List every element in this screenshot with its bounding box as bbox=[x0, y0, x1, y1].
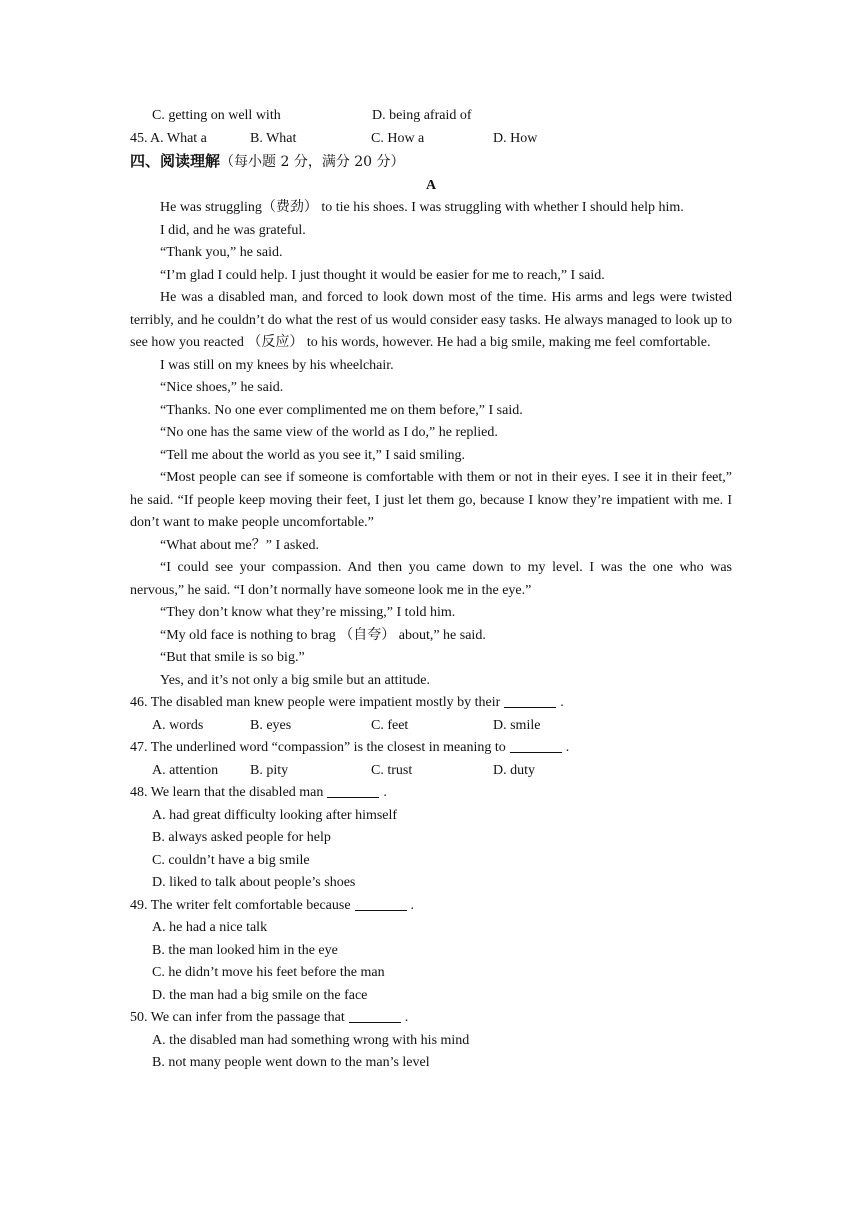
question-50 bbox=[130, 1007, 732, 1030]
passage-paragraph: I did, and he was grateful. bbox=[160, 222, 306, 238]
passage-paragraph: Yes, and it’s not only a big smile but an attitude. bbox=[160, 672, 431, 688]
q50-options bbox=[130, 1030, 732, 1075]
question-stem: 49. The writer felt comfortable because bbox=[130, 897, 351, 913]
passage-paragraph: “They don’t know what they’re missing,” I told him. bbox=[160, 605, 456, 620]
section-heading bbox=[130, 150, 732, 175]
option-b: B. pity bbox=[250, 762, 289, 778]
answer-blank bbox=[349, 1008, 401, 1023]
passage-paragraph: “Thank you,” he said. bbox=[160, 245, 283, 260]
q44-option-d: D. being afraid of bbox=[372, 108, 472, 123]
q45-option-b: B. What bbox=[250, 130, 297, 146]
question-stem: 48. We learn that the disabled man bbox=[130, 785, 324, 800]
option-a: A. words bbox=[152, 717, 204, 733]
option-d: D. smile bbox=[493, 717, 541, 733]
option-c: C. feet bbox=[371, 717, 409, 733]
question-stem: 50. We can infer from the passage that bbox=[130, 1010, 345, 1025]
passage-label: A bbox=[425, 177, 437, 193]
question-49 bbox=[130, 895, 732, 918]
question-stem: 47. The underlined word “compassion” is the closest in meaning to bbox=[130, 740, 506, 755]
passage-paragraph: “I could see your compassion. And then you came down to my level. I was the one who was nervous,” he said. “I don’t normally have someone look me in the eye.” bbox=[130, 560, 732, 598]
question-stem: 46. The disabled man knew people were impatient mostly by their bbox=[130, 695, 501, 710]
exam-page bbox=[130, 105, 732, 1075]
passage-paragraph: “My old face is nothing to brag （自夸） about,” he said. bbox=[160, 627, 486, 643]
passage-paragraph: “Tell me about the world as you see it,” I said smiling. bbox=[160, 447, 466, 463]
question-stem-end: . bbox=[383, 785, 387, 800]
answer-blank bbox=[504, 693, 556, 708]
passage-paragraph: “Most people can see if someone is comfortable with them or not in their eyes. I see it in their feet,” he said. “If people keep moving their feet, I just let them go, because I know they’re impatient with me. I don’t want to make people uncomfortable.” bbox=[130, 470, 732, 530]
passage-paragraph: “What about me？” I asked. bbox=[160, 537, 319, 553]
option-b: B. always asked people for help bbox=[152, 830, 331, 845]
option-c: C. couldn’t have a big smile bbox=[152, 852, 310, 868]
option-a: A. the disabled man had something wrong with his mind bbox=[152, 1032, 470, 1048]
option-d: D. the man had a big smile on the face bbox=[152, 987, 368, 1003]
option-a: A. had great difficulty looking after himself bbox=[152, 807, 398, 823]
option-a: A. he had a nice talk bbox=[152, 920, 268, 935]
answer-blank bbox=[510, 738, 562, 753]
q47-options bbox=[130, 760, 732, 783]
option-b: B. eyes bbox=[250, 717, 292, 733]
option-c: C. trust bbox=[371, 762, 413, 778]
question-stem-end: . bbox=[560, 695, 564, 710]
passage-paragraph: He was struggling（费劲） to tie his shoes. I was struggling with whether I should help him. bbox=[160, 200, 684, 215]
option-d: D. duty bbox=[493, 762, 535, 778]
passage-paragraph: “Thanks. No one ever complimented me on them before,” I said. bbox=[160, 402, 523, 418]
q46-options bbox=[130, 715, 732, 738]
passage-paragraph: “I’m glad I could help. I just thought it would be easier for me to reach,” I said. bbox=[160, 267, 605, 283]
passage-paragraph: “But that smile is so big.” bbox=[160, 650, 305, 665]
q45-row bbox=[130, 128, 732, 151]
option-c: C. he didn’t move his feet before the man bbox=[152, 965, 385, 980]
question-46 bbox=[130, 692, 732, 715]
question-stem-end: . bbox=[565, 740, 570, 755]
question-47 bbox=[130, 737, 732, 760]
section-title: 四、阅读理解 bbox=[130, 152, 221, 170]
option-b: B. the man looked him in the eye bbox=[152, 942, 338, 958]
q44-option-c: C. getting on well with bbox=[152, 108, 281, 123]
q48-options bbox=[130, 805, 732, 895]
q45-option-c: C. How a bbox=[371, 130, 425, 146]
section-note: （每小题 2 分，满分 20 分） bbox=[220, 154, 405, 170]
answer-blank bbox=[355, 896, 407, 911]
q49-options bbox=[130, 917, 732, 1007]
option-a: A. attention bbox=[152, 762, 219, 778]
passage-paragraph: I was still on my knees by his wheelchair. bbox=[160, 357, 394, 373]
question-stem-end: . bbox=[410, 897, 415, 913]
passage-paragraph: He was a disabled man, and forced to look down most of the time. His arms and legs were twisted terribly, and he couldn’t do what the rest of us would consider easy tasks. He always managed to look up to see how you reacted （反应） to his words, however. He had a big smile, making me feel comfortable. bbox=[130, 290, 732, 350]
option-b: B. not many people went down to the man’s level bbox=[152, 1055, 430, 1070]
option-d: D. liked to talk about people’s shoes bbox=[152, 875, 356, 890]
passage bbox=[130, 197, 732, 692]
q45-option-a: A. What a bbox=[150, 130, 207, 146]
question-stem-end: . bbox=[404, 1010, 409, 1025]
q45-number: 45. bbox=[130, 130, 148, 146]
q45-option-d: D. How bbox=[493, 130, 538, 146]
passage-paragraph: “No one has the same view of the world as I do,” he replied. bbox=[160, 425, 498, 440]
q44-options-row bbox=[130, 105, 732, 128]
question-48 bbox=[130, 782, 732, 805]
passage-paragraph: “Nice shoes,” he said. bbox=[160, 380, 284, 395]
answer-blank bbox=[327, 783, 379, 798]
